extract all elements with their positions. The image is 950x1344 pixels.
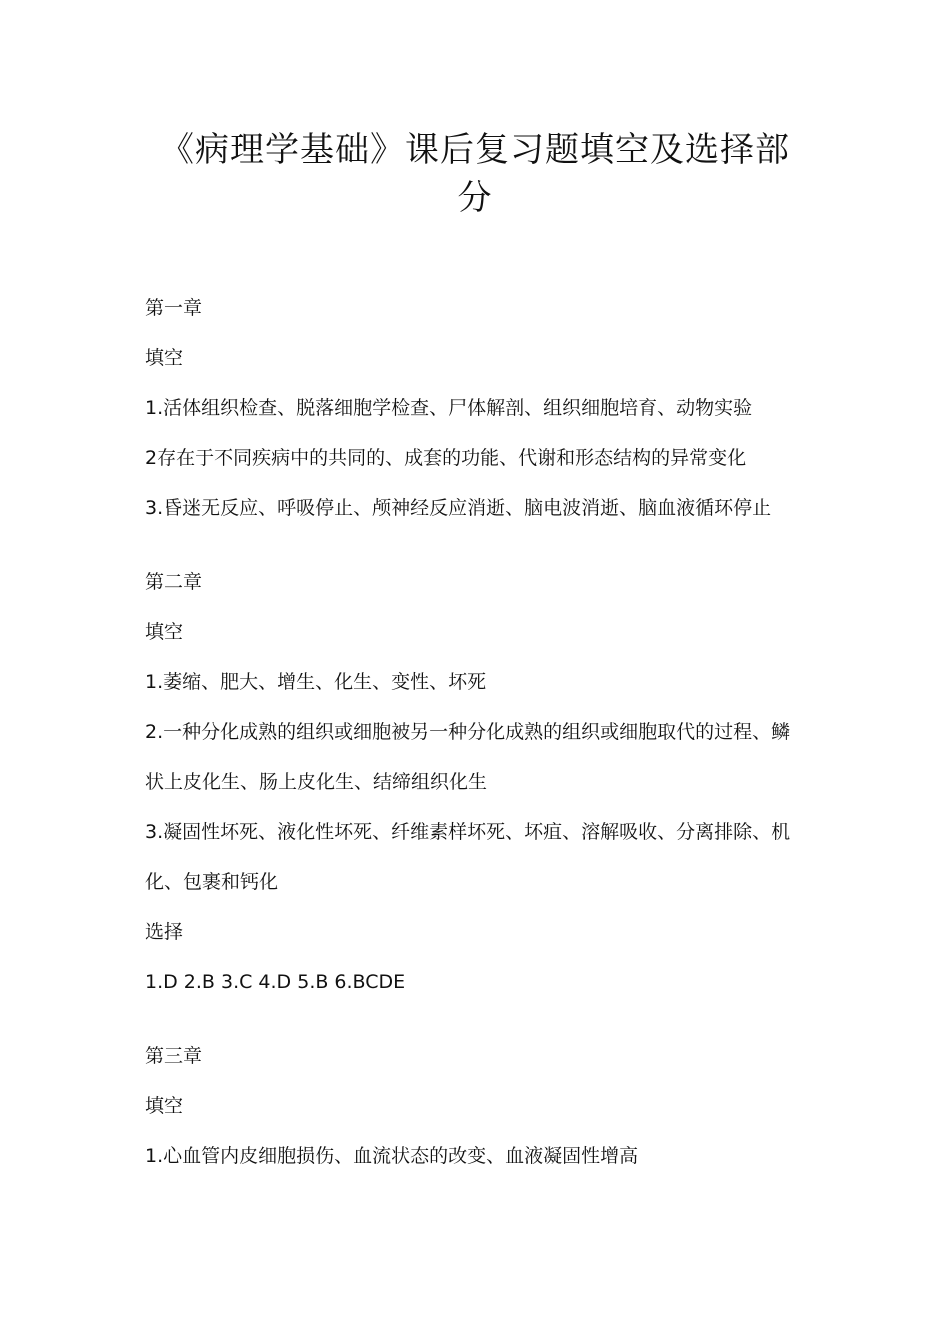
chapter-spacer xyxy=(145,533,800,557)
fill-in-answer: 3.昏迷无反应、呼吸停止、颅神经反应消逝、脑电波消逝、脑血液循环停止 xyxy=(145,497,772,519)
fill-in-label: 填空 xyxy=(145,347,184,369)
fill-in-label: 填空 xyxy=(145,1095,184,1117)
chapter-3 xyxy=(145,1031,800,1181)
chapter-spacer xyxy=(145,1007,800,1031)
fill-in-label: 填空 xyxy=(145,621,184,643)
fill-in-answer: 2.一种分化成熟的组织或细胞被另一种分化成熟的组织或细胞取代的过程、鳞状上皮化生、肠上皮化生、结缔组织化生 xyxy=(145,721,791,793)
document-body xyxy=(145,283,800,1181)
multiple-choice-label: 选择 xyxy=(145,921,184,943)
fill-in-answer: 1.心血管内皮细胞损伤、血流状态的改变、血液凝固性增高 xyxy=(145,1145,639,1167)
chapter-1 xyxy=(145,283,800,533)
chapter-heading: 第二章 xyxy=(145,571,203,593)
fill-in-answer: 3.凝固性坏死、液化性坏死、纤维素样坏死、坏疽、溶解吸收、分离排除、机化、包裹和钙化 xyxy=(145,821,791,893)
fill-in-answer: 1.活体组织检查、脱落细胞学检查、尸体解剖、组织细胞培育、动物实验 xyxy=(145,397,753,419)
document-title: 《病理学基础》课后复习题填空及选择部分 xyxy=(160,130,790,218)
fill-in-answer: 2存在于不同疾病中的共同的、成套的功能、代谢和形态结构的异常变化 xyxy=(145,447,747,469)
fill-in-answer: 1.萎缩、肥大、增生、化生、变性、坏死 xyxy=(145,671,487,693)
chapter-heading: 第一章 xyxy=(145,297,203,319)
chapter-heading: 第三章 xyxy=(145,1045,203,1067)
chapter-2 xyxy=(145,557,800,1007)
multiple-choice-answers: 1.D 2.B 3.C 4.D 5.B 6.BCDE xyxy=(145,971,406,993)
